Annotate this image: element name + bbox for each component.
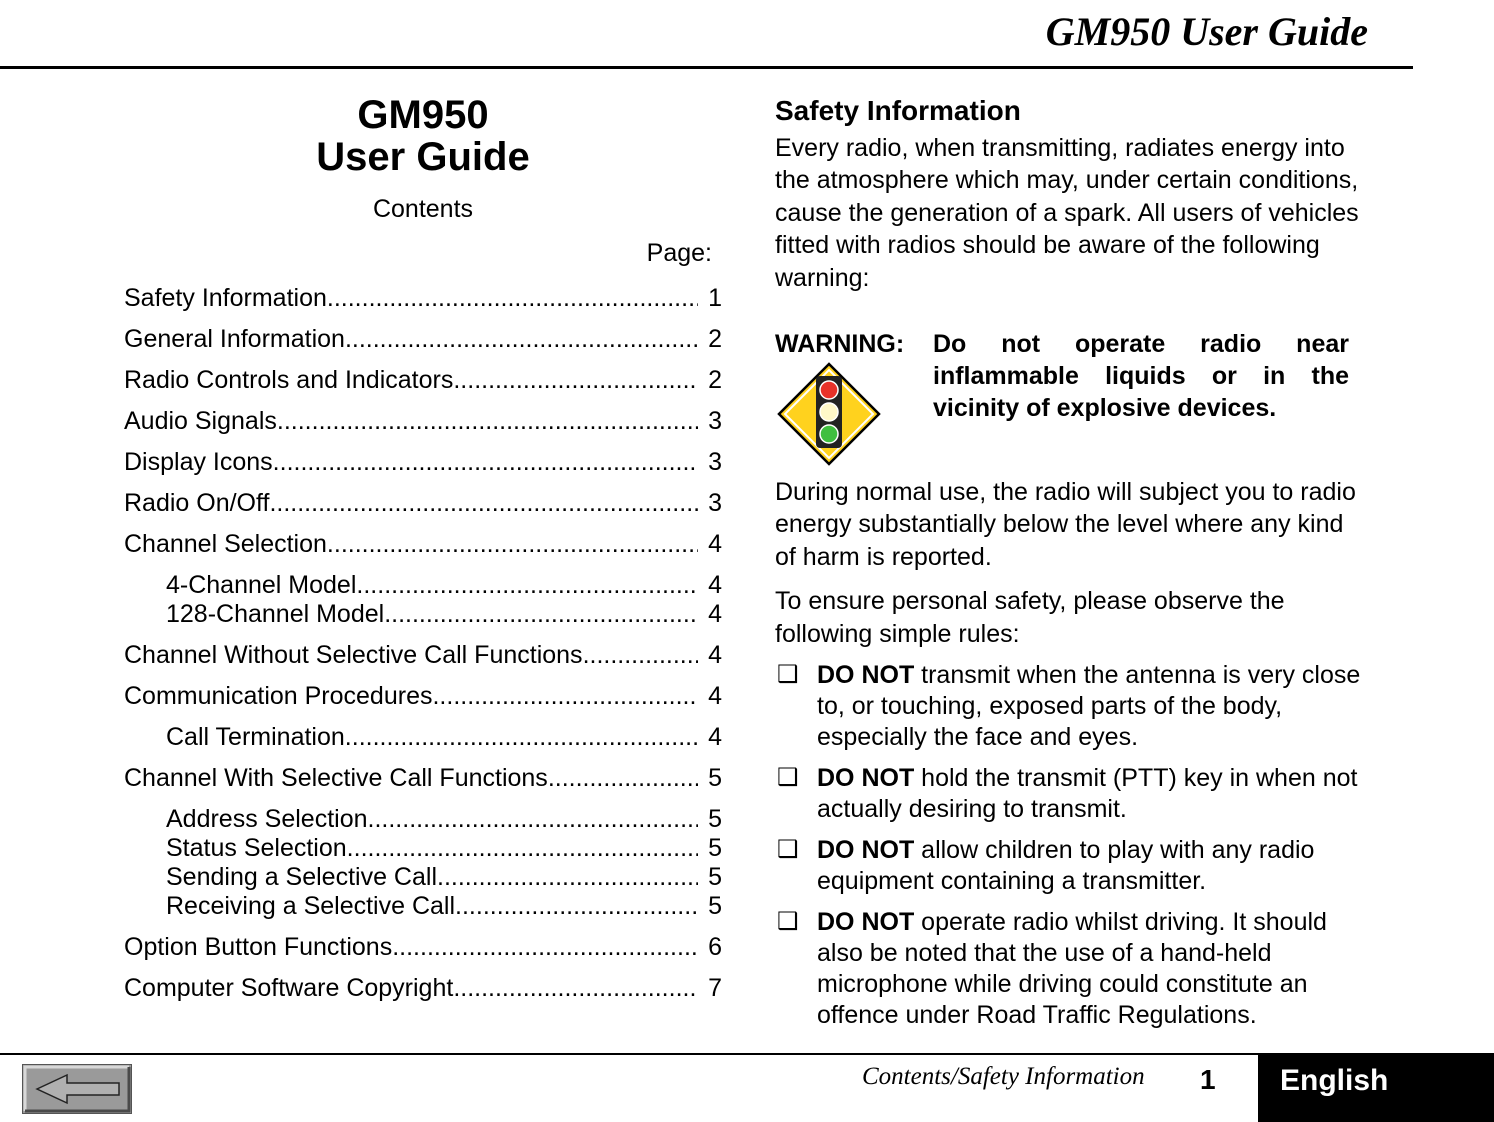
toc-entry[interactable]: Audio Signals ..... 3 — [124, 407, 722, 448]
checkbox-icon: ❑ — [777, 764, 799, 792]
intro-paragraph: Every radio, when transmitting, radiates energy into the atmosphere which may, under certain conditions, cause the generation of a spark. All users of vehicles fitted with radios should be aware of the following warning: — [775, 134, 1359, 292]
toc-entry[interactable]: Radio Controls and Indicators ..... 2 — [124, 366, 722, 407]
rule-emphasis: DO NOT — [817, 908, 915, 937]
rule-emphasis: DO NOT — [817, 764, 915, 793]
header-title: GM950 User Guide — [1045, 9, 1368, 54]
list-item — [775, 763, 1370, 825]
toc-subentry[interactable]: Receiving a Selective Call ..... 5 — [124, 892, 722, 933]
document-title-line1: GM950 — [357, 93, 489, 137]
safety-section — [775, 94, 1370, 1041]
back-button[interactable] — [22, 1064, 132, 1114]
rule-text: allow children to play with any radio equipment containing a transmitter. — [817, 836, 1315, 896]
safety-rules-list — [775, 660, 1370, 1031]
document-title-line2: User Guide — [316, 135, 530, 179]
table-of-contents — [124, 284, 722, 1015]
language-tab[interactable] — [1258, 1055, 1494, 1122]
toc-entry[interactable]: Display Icons ..... 3 — [124, 448, 722, 489]
rule-emphasis: DO NOT — [817, 836, 915, 865]
toc-entry[interactable]: Option Button Functions ..... 6 — [124, 933, 722, 974]
toc-entry[interactable]: Computer Software Copyright ..... 7 — [124, 974, 722, 1015]
title-block — [124, 94, 722, 268]
list-item — [775, 660, 1370, 753]
rule-text: transmit when the antenna is very close to, or touching, exposed parts of the body, especially the face and eyes. — [817, 661, 1361, 752]
back-arrow-icon — [23, 1065, 131, 1113]
toc-entry[interactable]: Safety Information ..... 1 — [124, 284, 722, 325]
section-heading: Safety Information — [775, 95, 1021, 126]
toc-subentry[interactable]: 128-Channel Model ..... 4 — [124, 600, 722, 641]
warning-text: Do not operate radio near inflammable liquids or in the vicinity of explosive devices. — [933, 330, 1349, 423]
footer-section-title: Contents/Safety Information — [862, 1063, 1145, 1090]
toc-subentry[interactable]: 4-Channel Model ..... 4 — [124, 571, 722, 600]
list-item — [775, 907, 1370, 1031]
toc-subentry[interactable]: Sending a Selective Call ..... 5 — [124, 863, 722, 892]
contents-heading: Contents — [372, 195, 474, 223]
toc-entry[interactable]: Communication Procedures ..... 4 — [124, 682, 722, 723]
toc-entry[interactable]: Radio On/Off ..... 3 — [124, 489, 722, 530]
warning-block — [775, 328, 1370, 468]
page-column-label: Page: — [646, 239, 712, 267]
ensure-paragraph: To ensure personal safety, please observe the following simple rules: — [775, 587, 1285, 648]
list-item — [775, 835, 1370, 897]
language-label: English — [1280, 1064, 1389, 1097]
checkbox-icon: ❑ — [777, 908, 799, 936]
rule-text: hold the transmit (PTT) key in when not actually desiring to transmit. — [817, 764, 1358, 824]
rule-text: operate radio whilst driving. It should also be noted that the use of a hand-held microphone while driving could constitute an offence under Road Traffic Regulations. — [817, 908, 1327, 1030]
rule-emphasis: DO NOT — [817, 661, 915, 690]
document-title — [124, 94, 722, 178]
header-rule — [0, 66, 1413, 69]
toc-entry[interactable]: Channel Selection ..... 4 — [124, 530, 722, 571]
toc-subentry[interactable]: Status Selection ..... 5 — [124, 834, 722, 863]
toc-entry[interactable]: Channel With Selective Call Functions ..... 5 — [124, 764, 722, 805]
toc-subentry[interactable]: Address Selection ..... 5 — [124, 805, 722, 834]
normal-use-paragraph: During normal use, the radio will subject you to radio energy substantially below the level where any kind of harm is reported. — [775, 478, 1356, 571]
page-number: 1 — [1200, 1064, 1216, 1095]
checkbox-icon: ❑ — [777, 661, 799, 689]
traffic-light-warning-icon — [777, 362, 881, 466]
checkbox-icon: ❑ — [777, 836, 799, 864]
toc-entry[interactable]: Channel Without Selective Call Functions ..... 4 — [124, 641, 722, 682]
toc-entry[interactable]: General Information ..... 2 — [124, 325, 722, 366]
warning-label: WARNING: — [775, 330, 905, 359]
toc-subentry[interactable]: Call Termination ..... 4 — [124, 723, 722, 764]
